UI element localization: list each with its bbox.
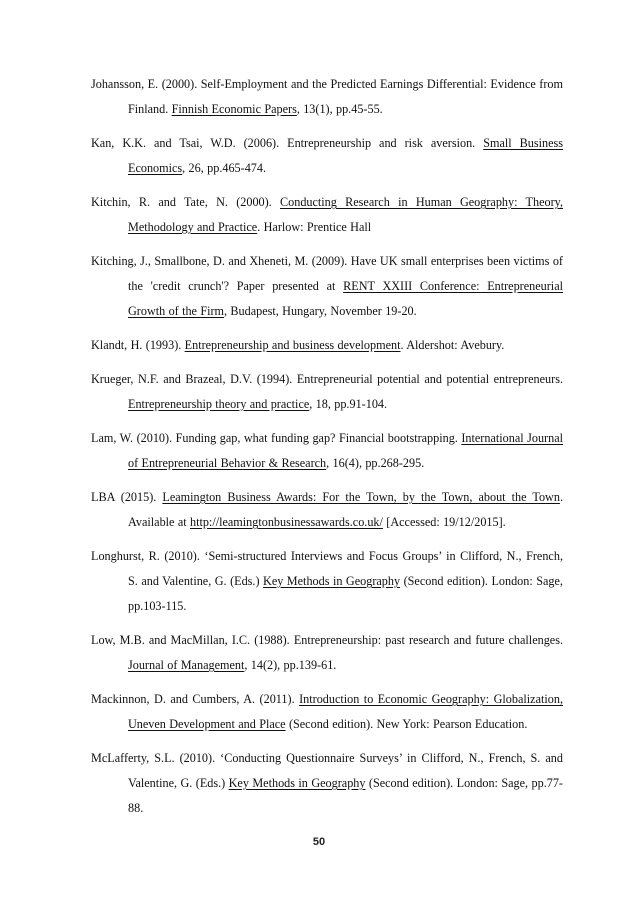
reference-source-title: Key Methods in Geography: [263, 574, 401, 588]
reference-item: [91, 746, 563, 821]
reference-text: Longhurst, R. (2010). ‘Semi-structured Interviews and Focus Groups’ in Clifford, N., French, S. and Valentine, G. (Eds.): [91, 549, 563, 588]
reference-item: [91, 544, 563, 619]
reference-source-title: Conducting Research in Human Geography: Theory, Methodology and Practice: [128, 195, 563, 234]
reference-item: [91, 687, 563, 737]
reference-item: [91, 333, 563, 358]
page-number: 50: [312, 836, 326, 848]
reference-list: [91, 72, 563, 830]
reference-source-title: RENT XXIII Conference: Entrepreneurial Growth of the Firm: [128, 279, 563, 318]
reference-item: [91, 426, 563, 476]
reference-details: . Aldershot: Avebury.: [400, 338, 505, 352]
reference-item: [91, 367, 563, 417]
reference-item: [91, 72, 563, 122]
reference-item: [91, 249, 563, 324]
reference-source-title: Key Methods in Geography: [228, 776, 366, 790]
reference-text: Klandt, H. (1993).: [91, 338, 185, 352]
reference-details: , 18, pp.91-104.: [309, 397, 388, 411]
reference-source-title: Introduction to Economic Geography: Globalization, Uneven Development and Place: [128, 692, 563, 731]
reference-details: (Second edition). London: Sage, pp.77-88.: [128, 776, 563, 815]
reference-details: . Available at: [128, 490, 563, 529]
reference-source-title: Leamington Business Awards: For the Town, by the Town, about the Town: [162, 490, 560, 504]
reference-source-title: Entrepreneurship and business development: [184, 338, 401, 352]
reference-text: McLafferty, S.L. (2010). ‘Conducting Questionnaire Surveys’ in Clifford, N., French, S. and Valentine, G. (Eds.): [91, 751, 563, 790]
reference-item: [91, 131, 563, 181]
reference-details: , 14(2), pp.139-61.: [244, 658, 337, 672]
reference-text: LBA (2015).: [91, 490, 163, 504]
reference-details: , 13(1), pp.45-55.: [296, 102, 383, 116]
reference-text: Kitchin, R. and Tate, N. (2000).: [91, 195, 280, 209]
reference-text: Johansson, E. (2000). Self-Employment and the Predicted Earnings Differential: Evidence from Finland.: [91, 77, 563, 116]
reference-accessed-date: [Accessed: 19/12/2015].: [382, 515, 506, 529]
reference-source-title: Finnish Economic Papers: [171, 102, 297, 116]
reference-details: . Harlow: Prentice Hall: [257, 220, 372, 234]
reference-text: Kitching, J., Smallbone, D. and Xheneti, M. (2009). Have UK small enterprises been victims of the 'credit crunch'? Paper presented at: [91, 254, 563, 293]
reference-source-title: Small Business Economics: [128, 136, 563, 175]
reference-details: , 16(4), pp.268-295.: [326, 456, 425, 470]
reference-text: Low, M.B. and MacMillan, I.C. (1988). Entrepreneurship: past research and future challenges.: [91, 633, 563, 647]
reference-item: [91, 628, 563, 678]
reference-details: , Budapest, Hungary, November 19-20.: [224, 304, 417, 318]
reference-text: Lam, W. (2010). Funding gap, what funding gap? Financial bootstrapping.: [91, 431, 462, 445]
reference-text: Mackinnon, D. and Cumbers, A. (2011).: [91, 692, 300, 706]
reference-details: , 26, pp.465-474.: [182, 161, 267, 175]
reference-item: [91, 190, 563, 240]
reference-details: (Second edition). London: Sage, pp.103-115.: [128, 574, 563, 613]
reference-source-title: Entrepreneurship theory and practice: [128, 397, 310, 411]
reference-source-title: Journal of Management: [128, 658, 245, 672]
reference-item: [91, 485, 563, 535]
reference-url-link[interactable]: http://leamingtonbusinessawards.co.uk/: [189, 515, 383, 529]
reference-text: Krueger, N.F. and Brazeal, D.V. (1994). Entrepreneurial potential and potential entrepreneurs.: [91, 372, 563, 386]
reference-text: Kan, K.K. and Tsai, W.D. (2006). Entrepreneurship and risk aversion.: [91, 136, 484, 150]
reference-source-title: International Journal of Entrepreneurial Behavior & Research: [128, 431, 563, 470]
reference-details: (Second edition). New York: Pearson Education.: [285, 717, 528, 731]
